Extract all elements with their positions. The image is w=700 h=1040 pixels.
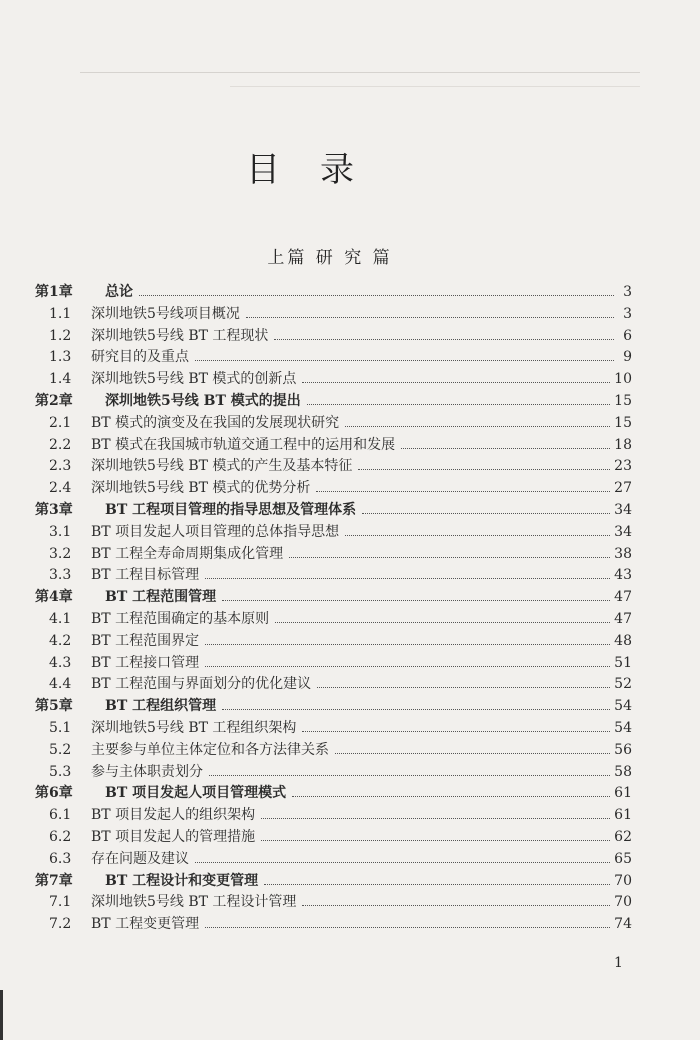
entry-title: BT 工程接口管理 — [91, 654, 200, 671]
entry-page: 15 — [614, 414, 632, 431]
entry-number: 7.1 — [49, 894, 72, 911]
toc-section-entry — [35, 892, 632, 914]
dot-leader — [209, 774, 610, 776]
entry-number: 第4章 — [35, 589, 73, 606]
entry-number: 2.2 — [49, 436, 72, 453]
dot-leader — [274, 338, 614, 340]
toc-section-entry — [35, 914, 632, 936]
entry-page: 43 — [614, 567, 632, 584]
entry-title: BT 工程目标管理 — [91, 567, 200, 584]
dot-leader — [195, 359, 614, 361]
entry-title: BT 项目发起人的组织架构 — [91, 807, 256, 824]
entry-title: 深圳地铁5号线项目概况 — [91, 305, 240, 322]
dot-leader — [335, 752, 610, 754]
entry-title: 参与主体职责划分 — [91, 763, 203, 780]
entry-number: 5.3 — [49, 763, 72, 780]
entry-page: 74 — [614, 916, 632, 933]
bleed-through-line — [80, 72, 640, 73]
entry-page: 65 — [614, 850, 632, 867]
entry-title: BT 工程范围确定的基本原则 — [91, 610, 270, 627]
toc-section-entry — [35, 740, 632, 762]
toc-section-entry — [35, 609, 632, 631]
dot-leader — [316, 490, 610, 492]
toc-chapter-entry — [35, 391, 632, 413]
dot-leader — [401, 447, 610, 449]
entry-number: 6.1 — [49, 807, 72, 824]
toc-section-entry — [35, 762, 632, 784]
dot-leader — [302, 904, 610, 906]
toc-section-entry — [35, 544, 632, 566]
entry-title: BT 项目发起人的管理措施 — [91, 828, 256, 845]
entry-page: 38 — [614, 545, 632, 562]
toc-chapter-entry — [35, 587, 632, 609]
dot-leader — [292, 795, 610, 797]
entry-number: 1.2 — [49, 327, 72, 344]
entry-number: 第2章 — [35, 392, 73, 409]
entry-number: 1.3 — [49, 349, 72, 366]
toc-chapter-entry — [35, 696, 632, 718]
entry-number: 5.1 — [49, 719, 72, 736]
entry-title: 深圳地铁5号线 BT 模式的提出 — [105, 392, 301, 409]
entry-number: 1.4 — [49, 371, 72, 388]
dot-leader — [317, 686, 610, 688]
entry-title: BT 工程范围管理 — [105, 589, 217, 606]
entry-title: BT 工程全寿命周期集成化管理 — [91, 545, 284, 562]
entry-page: 61 — [614, 785, 632, 802]
table-of-contents — [35, 282, 632, 936]
toc-section-entry — [35, 347, 632, 369]
entry-page: 3 — [623, 305, 632, 322]
entry-number: 1.1 — [49, 305, 72, 322]
entry-number: 第7章 — [35, 872, 73, 889]
entry-number: 第6章 — [35, 785, 73, 802]
entry-page: 18 — [614, 436, 632, 453]
entry-title: BT 项目发起人项目管理的总体指导思想 — [91, 523, 340, 540]
entry-title: BT 工程组织管理 — [105, 698, 217, 715]
toc-section-entry — [35, 565, 632, 587]
entry-number: 3.2 — [49, 545, 72, 562]
entry-page: 56 — [614, 741, 632, 758]
entry-page: 6 — [623, 327, 632, 344]
toc-section-entry — [35, 522, 632, 544]
entry-number: 5.2 — [49, 741, 72, 758]
dot-leader — [205, 926, 610, 928]
dot-leader — [205, 643, 610, 645]
entry-number: 4.3 — [49, 654, 72, 671]
toc-section-entry — [35, 304, 632, 326]
scan-edge-shadow — [0, 990, 3, 1040]
dot-leader — [345, 534, 610, 536]
toc-section-entry — [35, 456, 632, 478]
toc-chapter-entry — [35, 500, 632, 522]
entry-title: BT 工程设计和变更管理 — [105, 872, 259, 889]
toc-section-entry — [35, 653, 632, 675]
entry-page: 23 — [614, 458, 632, 475]
dot-leader — [358, 468, 610, 470]
page-number: 1 — [614, 955, 623, 971]
entry-number: 4.2 — [49, 632, 72, 649]
entry-number: 2.4 — [49, 480, 72, 497]
entry-page: 70 — [614, 894, 632, 911]
entry-page: 34 — [614, 501, 632, 518]
entry-title: BT 工程项目管理的指导思想及管理体系 — [105, 501, 357, 518]
entry-number: 2.1 — [49, 414, 72, 431]
entry-number: 第5章 — [35, 698, 73, 715]
entry-page: 62 — [614, 828, 632, 845]
entry-number: 4.1 — [49, 610, 72, 627]
entry-title: BT 工程变更管理 — [91, 916, 200, 933]
entry-page: 9 — [623, 349, 632, 366]
dot-leader — [195, 861, 610, 863]
entry-page: 54 — [614, 719, 632, 736]
toc-section-entry — [35, 478, 632, 500]
dot-leader — [307, 403, 610, 405]
entry-title: 深圳地铁5号线 BT 工程现状 — [91, 327, 269, 344]
toc-section-entry — [35, 827, 632, 849]
entry-number: 3.1 — [49, 523, 72, 540]
entry-number: 6.3 — [49, 850, 72, 867]
bleed-through-line — [230, 86, 640, 87]
entry-page: 47 — [614, 610, 632, 627]
toc-section-entry — [35, 369, 632, 391]
entry-title: BT 模式的演变及在我国的发展现状研究 — [91, 414, 340, 431]
dot-leader — [275, 621, 610, 623]
entry-page: 34 — [614, 523, 632, 540]
entry-number: 2.3 — [49, 458, 72, 475]
dot-leader — [139, 294, 614, 296]
entry-number: 第1章 — [35, 284, 73, 300]
dot-leader — [261, 839, 610, 841]
dot-leader — [261, 817, 610, 819]
entry-page: 52 — [614, 676, 632, 693]
entry-title: BT 工程范围界定 — [91, 632, 200, 649]
toc-section-entry — [35, 849, 632, 871]
toc-section-entry — [35, 805, 632, 827]
toc-section-entry — [35, 435, 632, 457]
entry-page: 47 — [614, 589, 632, 606]
entry-page: 10 — [614, 371, 632, 388]
entry-title: BT 模式在我国城市轨道交通工程中的运用和发展 — [91, 436, 396, 453]
entry-page: 27 — [614, 480, 632, 497]
toc-chapter-entry — [35, 783, 632, 805]
dot-leader — [302, 730, 610, 732]
entry-page: 15 — [614, 392, 632, 409]
dot-leader — [302, 381, 610, 383]
entry-title: 深圳地铁5号线 BT 模式的优势分析 — [91, 480, 311, 497]
toc-chapter-entry — [35, 282, 632, 304]
toc-section-entry — [35, 326, 632, 348]
dot-leader — [362, 512, 610, 514]
entry-title: BT 项目发起人项目管理模式 — [105, 785, 287, 802]
dot-leader — [205, 577, 610, 579]
entry-page: 54 — [614, 698, 632, 715]
dot-leader — [345, 425, 610, 427]
entry-number: 6.2 — [49, 828, 72, 845]
entry-number: 4.4 — [49, 676, 72, 693]
dot-leader — [246, 316, 614, 318]
entry-title: 深圳地铁5号线 BT 工程组织架构 — [91, 719, 297, 736]
dot-leader — [205, 665, 610, 667]
entry-title: 主要参与单位主体定位和各方法律关系 — [91, 741, 329, 758]
toc-section-entry — [35, 631, 632, 653]
dot-leader — [289, 556, 610, 558]
dot-leader — [222, 599, 610, 601]
entry-page: 48 — [614, 632, 632, 649]
entry-page: 61 — [614, 807, 632, 824]
entry-page: 3 — [623, 284, 632, 300]
entry-page: 70 — [614, 872, 632, 889]
entry-number: 3.3 — [49, 567, 72, 584]
entry-title: 深圳地铁5号线 BT 工程设计管理 — [91, 894, 297, 911]
entry-title: 深圳地铁5号线 BT 模式的创新点 — [91, 371, 297, 388]
entry-number: 第3章 — [35, 501, 73, 518]
toc-section-entry — [35, 718, 632, 740]
entry-title: 研究目的及重点 — [91, 349, 189, 366]
entry-title: BT 工程范围与界面划分的优化建议 — [91, 676, 312, 693]
dot-leader — [222, 708, 610, 710]
part-heading: 上篇 研 究 篇 — [267, 248, 393, 268]
dot-leader — [264, 883, 610, 885]
entry-title: 深圳地铁5号线 BT 模式的产生及基本特征 — [91, 458, 353, 475]
entry-page: 51 — [614, 654, 632, 671]
entry-title: 总论 — [105, 284, 133, 300]
entry-page: 58 — [614, 763, 632, 780]
entry-title: 存在问题及建议 — [91, 850, 189, 867]
toc-chapter-entry — [35, 871, 632, 893]
toc-section-entry — [35, 413, 632, 435]
page-title: 目录 — [246, 150, 394, 190]
entry-number: 7.2 — [49, 916, 72, 933]
toc-section-entry — [35, 674, 632, 696]
